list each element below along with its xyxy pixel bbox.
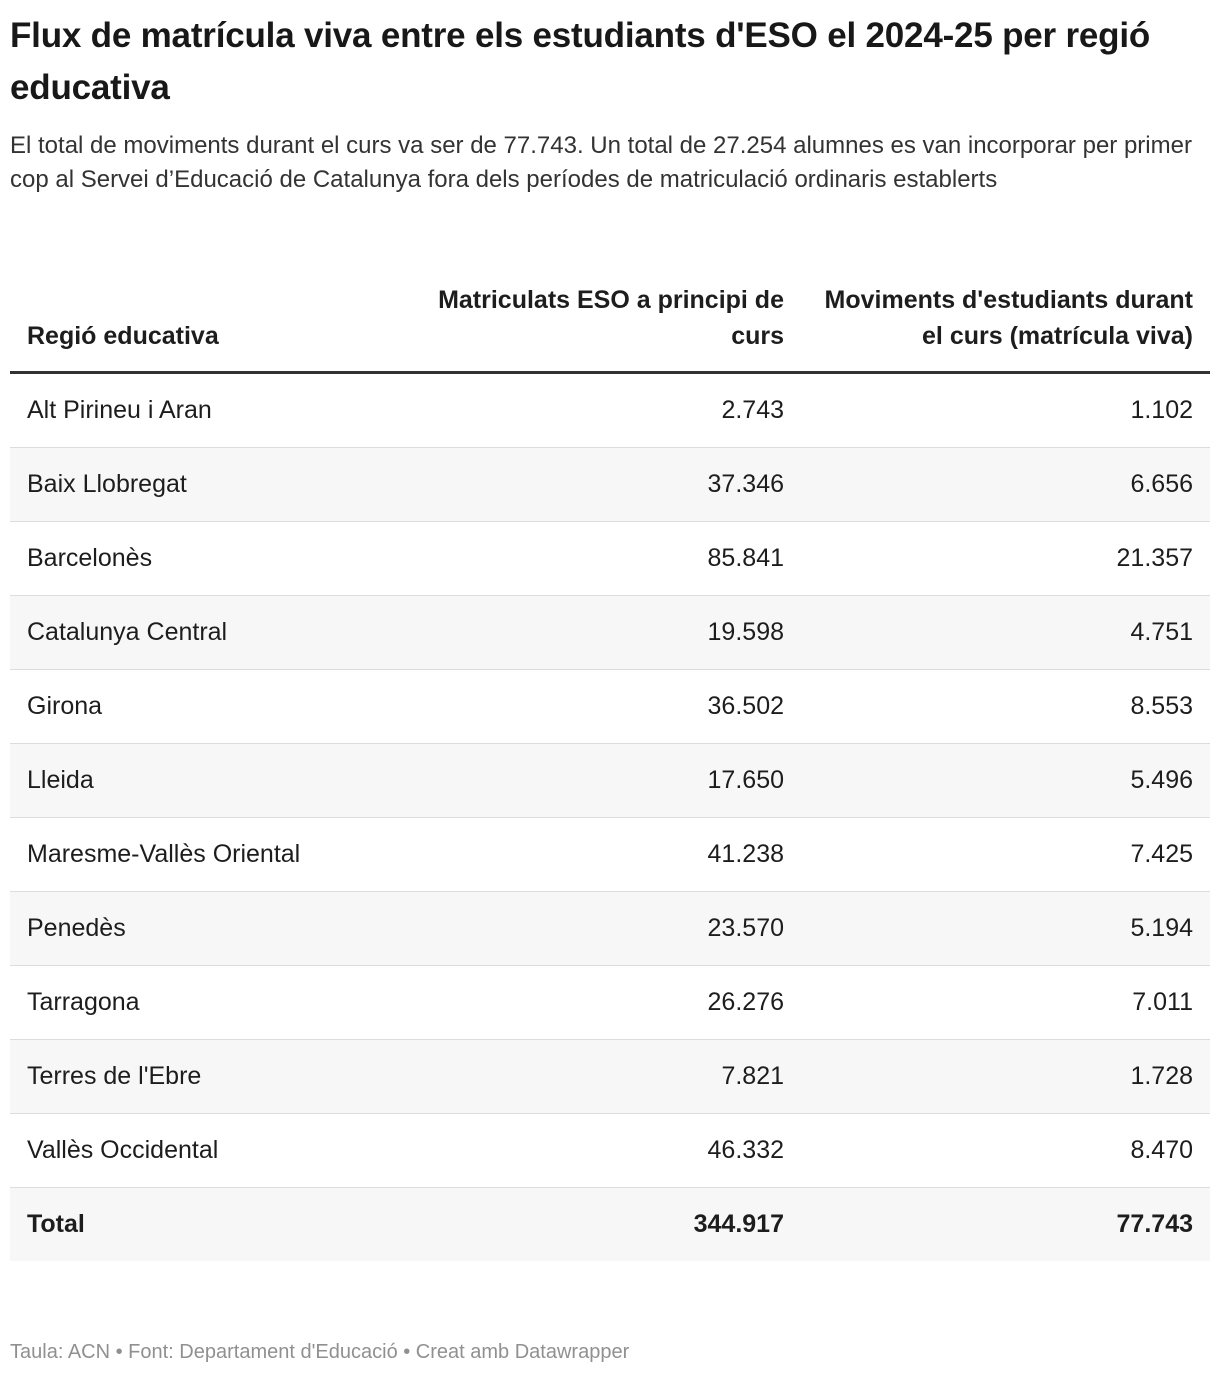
page-title: Flux de matrícula viva entre els estudiants d'ESO el 2024-25 per regió educativa bbox=[10, 16, 1151, 107]
total-row bbox=[10, 1188, 1210, 1262]
table-row bbox=[10, 966, 1210, 1040]
cell-movements: 7.425 bbox=[801, 818, 1210, 892]
cell-enrolled: 26.276 bbox=[374, 966, 801, 1040]
cell-movements: 4.751 bbox=[801, 596, 1210, 670]
cell-enrolled: 46.332 bbox=[374, 1114, 801, 1188]
cell-enrolled: 37.346 bbox=[374, 448, 801, 522]
table-row bbox=[10, 818, 1210, 892]
cell-movements: 8.470 bbox=[801, 1114, 1210, 1188]
cell-region: Terres de l'Ebre bbox=[10, 1040, 374, 1114]
cell-region: Penedès bbox=[10, 892, 374, 966]
cell-enrolled: 85.841 bbox=[374, 522, 801, 596]
footer-credits: Taula: ACN • Font: Departament d'Educació • Creat amb Datawrapper bbox=[10, 1341, 630, 1363]
table-row bbox=[10, 373, 1210, 448]
cell-enrolled: 36.502 bbox=[374, 670, 801, 744]
cell-enrolled: 7.821 bbox=[374, 1040, 801, 1114]
cell-region: Catalunya Central bbox=[10, 596, 374, 670]
cell-enrolled: 23.570 bbox=[374, 892, 801, 966]
cell-region: Lleida bbox=[10, 744, 374, 818]
cell-movements: 21.357 bbox=[801, 522, 1210, 596]
cell-enrolled: 19.598 bbox=[374, 596, 801, 670]
cell-movements: 5.496 bbox=[801, 744, 1210, 818]
table-row bbox=[10, 670, 1210, 744]
table-header-row bbox=[10, 282, 1210, 373]
cell-region: Barcelonès bbox=[10, 522, 374, 596]
column-header-movements[interactable]: Moviments d'estudiants durant el curs (matrícula viva) bbox=[801, 282, 1210, 373]
data-table bbox=[10, 282, 1210, 1261]
table-row bbox=[10, 1114, 1210, 1188]
column-header-enrolled[interactable]: Matriculats ESO a principi de curs bbox=[374, 282, 801, 373]
table-row bbox=[10, 596, 1210, 670]
cell-region: Vallès Occidental bbox=[10, 1114, 374, 1188]
subtitle: El total de moviments durant el curs va ser de 77.743. Un total de 27.254 alumnes es van incorporar per primer cop al Servei d’Educació de Catalunya fora dels períodes de matriculació ordinaris establerts bbox=[10, 132, 1192, 193]
cell-movements: 1.102 bbox=[801, 373, 1210, 448]
cell-enrolled: 17.650 bbox=[374, 744, 801, 818]
table-row bbox=[10, 892, 1210, 966]
cell-region: Alt Pirineu i Aran bbox=[10, 373, 374, 448]
table-row bbox=[10, 522, 1210, 596]
total-enrolled: 344.917 bbox=[374, 1188, 801, 1262]
table-row bbox=[10, 744, 1210, 818]
total-movements: 77.743 bbox=[801, 1188, 1210, 1262]
table-row bbox=[10, 448, 1210, 522]
cell-movements: 1.728 bbox=[801, 1040, 1210, 1114]
cell-enrolled: 41.238 bbox=[374, 818, 801, 892]
cell-region: Baix Llobregat bbox=[10, 448, 374, 522]
cell-movements: 5.194 bbox=[801, 892, 1210, 966]
cell-region: Girona bbox=[10, 670, 374, 744]
column-header-region[interactable]: Regió educativa bbox=[10, 282, 374, 373]
cell-region: Maresme-Vallès Oriental bbox=[10, 818, 374, 892]
cell-region: Tarragona bbox=[10, 966, 374, 1040]
total-label: Total bbox=[10, 1188, 374, 1262]
cell-movements: 6.656 bbox=[801, 448, 1210, 522]
cell-movements: 7.011 bbox=[801, 966, 1210, 1040]
cell-enrolled: 2.743 bbox=[374, 373, 801, 448]
table-row bbox=[10, 1040, 1210, 1114]
cell-movements: 8.553 bbox=[801, 670, 1210, 744]
